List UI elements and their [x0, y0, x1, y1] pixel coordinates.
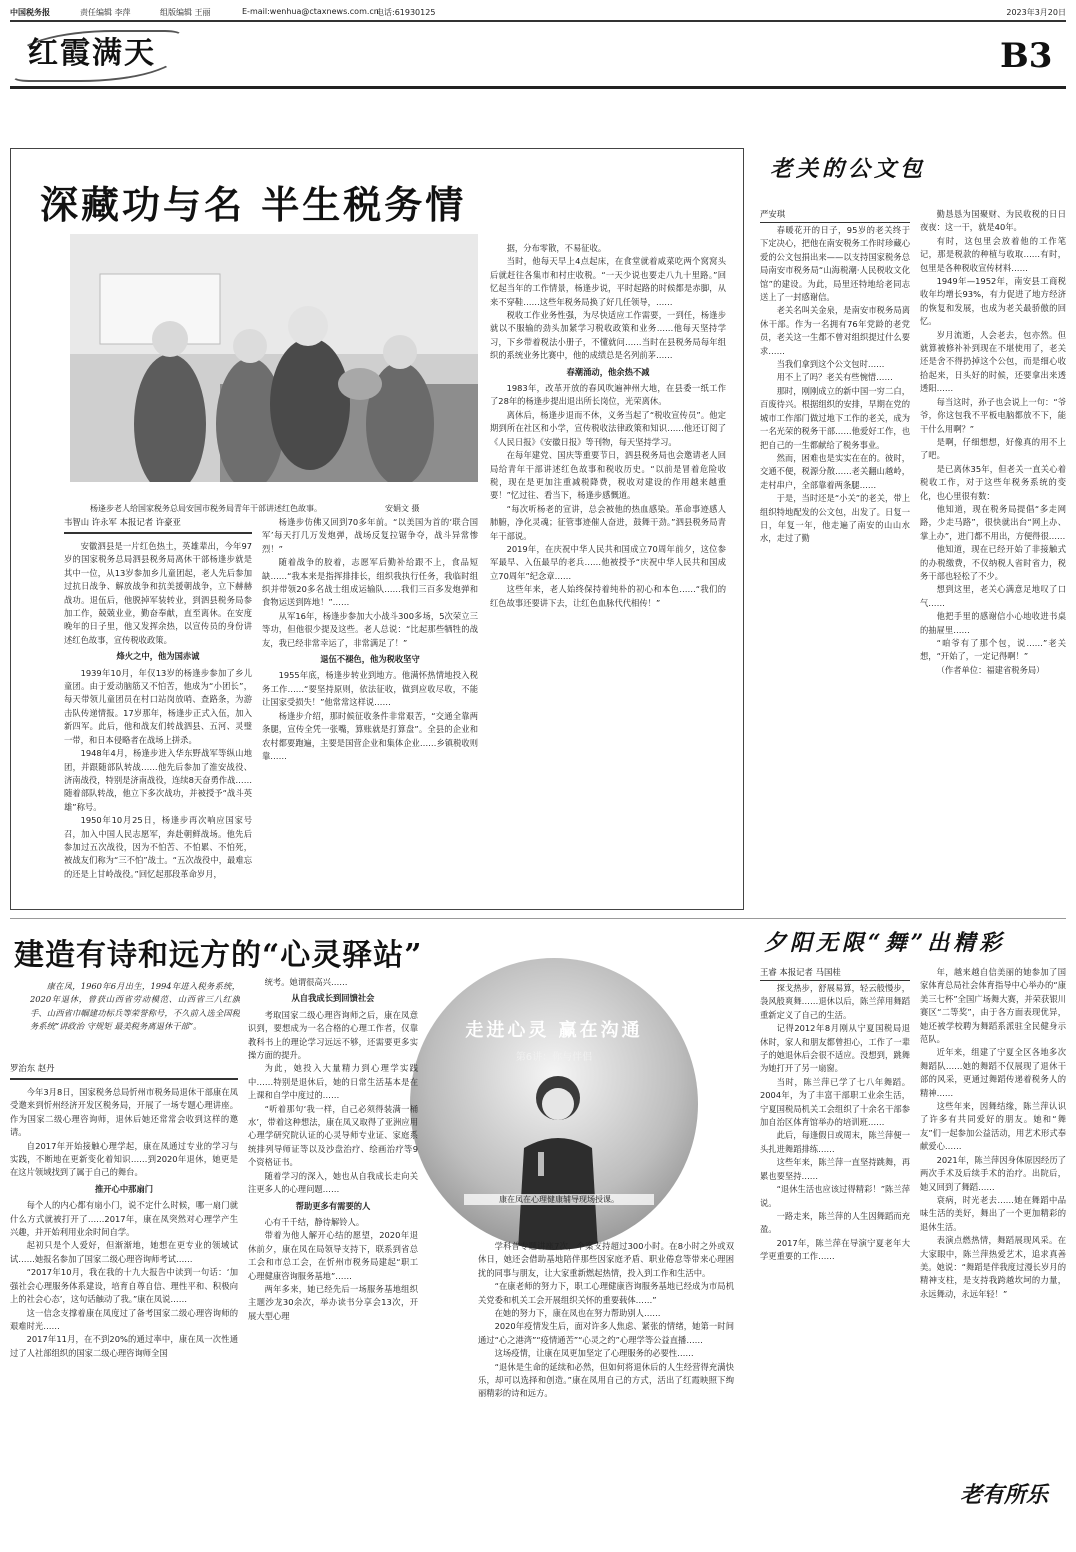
paragraph: 想到这里，老关心满意足地叹了口气……	[920, 584, 1066, 608]
sidebar2-column-2	[920, 966, 1066, 1466]
paragraph: 表演点燃热情，舞蹈展现风采。在大家眼中，陈兰萍热爱艺术，追求真善美。她说：“舞蹈是伴我度过漫长岁月的精神支柱，是支持我跨越坎坷的力量，永远舞动，永远年轻！”	[920, 1235, 1066, 1299]
editor-credit: 责任编辑 李萍	[80, 8, 131, 17]
paragraph: “退休是生命的延续和必然，但如何将退休后的人生经营得充满快乐，却可以选择和创造。”康在凤用自己的方式，活出了红霞映照下绚丽精彩的诗和远方。	[478, 1361, 734, 1399]
paragraph: 1949年—1952年，南安县工商税收年均增长93%，有力促进了地方经济的恢复和发展，也成为老关最骄傲的回忆。	[920, 276, 1066, 327]
paragraph: 这些年来，老人始终保持着纯朴的初心和本色……“我们的红色故事还要讲下去，让红色血脉代代相传！”	[490, 584, 726, 608]
subheading: 烽火之中，他为国赤诚	[116, 651, 200, 662]
paragraph: 1955年底，杨逢步转业到地方。他满怀热情地投入税务工作……“要坚持原则，依法征收，做到应收尽收，不能让国家受损失！”他常常这样说……	[262, 670, 478, 708]
sidebar1-author: 严安琪	[760, 208, 910, 223]
paragraph: 随着学习的深入，她也从自我成长走向关注更多人的心理问题……	[248, 1170, 418, 1195]
paragraph: 勤恳恳为国聚财、为民收税的日日夜夜：这一干，就是40年。	[920, 209, 1066, 233]
article1-photo-caption: 杨逢步老人给国家税务总局安国市税务局青年干部讲述红色故事。	[90, 504, 322, 513]
paragraph: “每次听杨老的宣讲，总会被他的热血感染。革命事迹感人肺腑，净化灵魂；征管事迹催人奋进，鼓舞干劲。”泗县税务局青年干部说。	[490, 503, 726, 541]
paragraph: 2017年，陈兰萍在导演宁夏老年大学更重要的工作……	[760, 1237, 910, 1262]
paragraph: 用不上了吗？老关有些惋惜……	[776, 372, 893, 383]
paragraph: 衰病，时光老去……她在舞蹈中品味生活的美好，舞出了一个更加精彩的退休生活。	[920, 1194, 1066, 1232]
article1-column-2	[262, 516, 478, 900]
issue-date: 2023年3月20日	[1006, 8, 1066, 17]
photo-subtitle-text: 第6讲：你与伴侣	[515, 1052, 593, 1063]
paragraph: 当时，他每天早上4点起床，在食堂就着咸菜吃两个窝窝头后就赶往各集市和村庄收税。“一天少说也要走八九十里路。”回忆起当年的工作情景，杨逢步说，平时起路的时候都是赤脚，从来不穿鞋……这些年税务局换了好几任领导，……	[490, 256, 726, 307]
article1-byline-rule	[64, 532, 252, 534]
paragraph: 考取国家二级心理咨询师之后，康在凤意识到，要想成为一名合格的心理工作者，仅靠教科书上的理论学习远远不够，还需要更多实操方面的提升。	[248, 1009, 418, 1061]
article1-photo	[70, 234, 478, 482]
subheading: 春潮涌动，他余热不减	[566, 366, 650, 377]
paragraph: 此后，每逢假日或周末，陈兰萍便一头扎进舞蹈排练……	[760, 1130, 910, 1154]
paragraph: 这场疫情，让康在凤更加坚定了心理服务的必要性……	[494, 1348, 694, 1359]
paragraph: 然而，困难也是实实在在的。彼时，交通不便，税源分散……老关翻山越岭，走村串户，全部靠着两条腿……	[760, 452, 910, 490]
article2-byline-rule	[10, 1078, 238, 1080]
paragraph: “听着那句‘我一样，自己必须得装满一桶水’，带着这种想法，康在凤又取得了亚洲应用心理学研究院认证的心灵导师专业证、家庭系统排列导师证等以及沙盘治疗、绘画治疗等9个资格证书。	[248, 1103, 418, 1168]
paper-name: 中国税务报	[10, 8, 50, 17]
article1-title: 深藏功与名 半生税务情	[40, 182, 467, 227]
paragraph: 学科普专题讲座7次，个案支持超过300小时。在8小时之外或双休日，她还会借助基地陪伴那些因家庭矛盾、职业倦怠等带来心理困扰的同事与朋友，让大家重新燃起热情，投入到工作和生活中。	[478, 1241, 734, 1278]
article1-photo-credit: 安娟文 摄	[385, 504, 420, 513]
paragraph: 探戈热步，舒展易算，轻云般慢步，袅风般爽舞……退休以后，陈兰萍用舞蹈重新定义了自己的生活。	[760, 983, 910, 1020]
sidebar2-column-1	[760, 982, 910, 1538]
paragraph: 统考。她谓很高兴……	[264, 977, 348, 987]
paragraph: 1948年4月，杨逢步进入华东野战军等纵山地团，并跟随部队转战……他先后参加了淮安战役、济南战役，特别是济南战役，连续8天奋勇作战……随着部队转战，他立下多次战功，并被授予“战斗英雄”称号。	[64, 748, 252, 812]
paragraph: “咱爷有了那个包，说……”老关想，“开始了，一定记得啊！”	[920, 638, 1066, 662]
sidebar2-column-title: 夕阳无限“舞”出精彩	[764, 930, 1006, 956]
paragraph: 是啊，仔细想想，好像真的用不上了吧。	[920, 436, 1066, 461]
paragraph: 他把手里的感谢信小心地收进书桌的抽屉里……	[920, 611, 1066, 635]
paragraph: 杨逢步仿佛又回到70多年前。“以美国为首的‘联合国军’每天打几万发炮弹，战场反复拉锯争夺，战斗异常惨烈！”	[262, 517, 478, 554]
paragraph: （作者单位：福建省税务局）	[936, 664, 1045, 675]
paragraph: 每个人的内心都有扇小门，说不定什么时候，哪一扇门就什么方式就被打开了……2017年，康在凤突然对心理学产生兴趣，并开始利用业余时间自学。	[10, 1200, 238, 1238]
article2-byline: 罗治东 赵丹	[10, 1063, 55, 1073]
subheading: 帮助更多有需要的人	[295, 1200, 371, 1211]
sidebar1-column-title: 老关的公文包	[770, 156, 927, 182]
email-text[interactable]: E-mail:wenhua@ctaxnews.com.cn	[242, 7, 379, 16]
designer-credit: 组版编辑 王丽	[160, 8, 211, 17]
paragraph: “2017年10月，我在我的十九大报告中读到一句话：‘加强社会心理服务体系建设，培育自尊自信、理性平和、积极向上的社会心态’，这句话触动了我。”康在凤说……	[10, 1267, 238, 1305]
paragraph: 于是，当时还是“小关”的老关，带上组织特地配发的公文包，出发了。日复一日，年复一年，他走遍了南安的山山水水，走过了勤	[760, 493, 910, 544]
paragraph: 这一信念支撑着康在凤度过了备考国家二级心理咨询师的艰难时光……	[10, 1307, 238, 1331]
subheading: 从自我成长到回馈社会	[291, 993, 375, 1004]
sidebar1-column-1	[760, 224, 910, 904]
page-number: B3	[1000, 36, 1053, 76]
article2-title: 建造有诗和远方的“心灵驿站”	[14, 938, 423, 973]
paragraph: 有时，这包里会放着他的工作笔记，那是税款的种植与收取……有时，包里是各种税收宣传材料……	[920, 235, 1066, 273]
speaker-figure-illustration	[508, 1068, 608, 1250]
paragraph: 从军16年，杨逢步参加大小战斗300多场，5次荣立三等功，但他很少提及这些。老人总说：“比起那些牺牲的战友，我已经非常幸运了，非常满足了！”	[262, 610, 478, 648]
subheading: 推开心中那扇门	[94, 1183, 154, 1194]
paragraph: 1939年10月，年仅13岁的杨逢步参加了乡儿童团。由于爱动脑筋又不怕苦，他成为“小团长”，每天带领儿童团员在村口站岗放哨、查路条，为游击队传递情报。17岁那年，杨逢步正式入伍，加入新四军。此后，他和战友们转战泗县、五河、灵璧一带，和日本侵略者在战场上拼杀。	[64, 667, 252, 745]
article1-byline: 韦智山 许永军 本报记者 许豪亚	[64, 517, 181, 527]
masthead-rule	[10, 20, 1066, 22]
sidebar2-stamp: 老有所乐	[960, 1482, 1049, 1508]
classroom-scene-illustration	[70, 234, 478, 482]
mid-divider	[10, 918, 1066, 919]
paragraph: 他知道，现在税务局提倡“多走网路，少走马路”，很快就出台“网上办、掌上办”，进门都不用出，方便得很……	[920, 503, 1066, 541]
paragraph: 每当这时，孙子也会说上一句：“爷爷，你这包我不平板电脑都放不下，能干什么用啊？”	[920, 396, 1066, 434]
article2-photo-caption: 康在凤在心理健康辅导现场授课。	[464, 1194, 654, 1205]
paragraph: 1983年，改革开放的春风吹遍神州大地，在县委一纸工作了28年的杨逢步提出退出所长岗位，光荣离休。	[490, 383, 726, 407]
paragraph: 当时，陈兰萍已学了七八年舞蹈。2004年，为了丰富干部职工业余生活，宁夏国税局机关工会组织了十余名干部参加自治区体育馆举办的培训班……	[760, 1076, 910, 1128]
paragraph: 岁月流逝，人会老去，包亦然。但就算被修补补到现在不堪使用了，老关还是舍不得扔掉这个公包，而是细心收拾起来，日头好的时候，还要拿出来透透阳……	[920, 329, 1066, 394]
paragraph: 据，分布零散，不易征收。	[506, 243, 607, 253]
paragraph: 他知道，现在已经开始了非接触式的办税缴费，不仅纳税人省时省力，税务干部也轻松了不少。	[920, 544, 1066, 581]
paragraph: 起初只是个人爱好，但渐渐地，她想在更专业的领域试试……她报名参加了国家二级心理咨询师考试……	[10, 1240, 238, 1264]
paragraph: 为此，她投入大量精力到心理学实践中……特别是退休后，她的日常生活基本是在上课和自学中度过的……	[248, 1063, 418, 1101]
paragraph: 今年3月8日，国家税务总局忻州市税务局退休干部康在凤受邀来到忻州经济开发区税务局，开展了一场专题心理讲座。作为国家二级心理咨询师，退休后她还常常会收到这样的邀请。	[10, 1087, 238, 1138]
paragraph: 随着战争的胶着，志愿军后勤补给跟不上，食品短缺……“我本来是指挥排排长，组织我执行任务，我临时组织并带领20多名战士组成运输队……我们三百多发炮弹和食物运送到阵地！”……	[262, 557, 478, 608]
photo-banner-text: 走进心灵 赢在沟通	[465, 1020, 643, 1041]
paragraph: 春暖花开的日子，95岁的老关终于下定决心，把他在南安税务工作时珍藏心爱的公文包捐出来——以支持国家税务总局南安市税务局“山海税潮·人民税收文化馆”的建设。为此，局里还特地给老同志送上了一封感谢信。	[760, 225, 910, 303]
paragraph: 这些年来，陈兰萍一直坚持跳舞，再累也要坚持……	[760, 1157, 910, 1181]
article2-column-2	[248, 976, 418, 1538]
paragraph: 2017年11月，在不到20%的通过率中，康在凤一次性通过了人社部组织的国家二级心理咨询师全国	[10, 1334, 238, 1358]
article2-column-1	[10, 1086, 238, 1538]
paragraph: 心有千千结，静待解铃人。	[264, 1216, 365, 1227]
paragraph: 离休后，杨逢步退而不休，义务当起了“税收宣传员”。他定期到所在社区和小学，宣传税收法律政策和知识……他还订阅了《人民日报》《安徽日报》等刊物，每天坚持学习。	[490, 409, 726, 447]
paragraph: 杨逢步介绍，那时候征收条件非常艰苦，“交通全靠两条腿，宣传全凭一张嘴，算账就是打算盘”。全县的企业和农村都要跑遍，主要是国营企业和集体企业……乡镇税收则靠……	[262, 710, 478, 761]
paragraph: 一路走来，陈兰萍的人生因舞蹈而充盈。	[760, 1210, 910, 1235]
paragraph: “在康老师的努力下，职工心理健康咨询服务基地已经成为市局机关党委和机关工会开展组织关怀的重要载体……”	[478, 1281, 734, 1305]
article2-intro: 康在凤，1960年6月出生，1994年进入税务系统，2020年退休，曾获山西省劳动模范、山西省三八红旗手、山西省巾帼建功标兵等荣誉称号，不久前入选全国税务系统“讲政治 守规矩 最美税务离退休干部”。	[30, 981, 240, 1032]
paragraph: 安徽泗县是一片红色热土，英雄辈出，今年97岁的国家税务总局泗县税务局离休干部杨逢步就是其中一位，从13岁参加乡儿童团起，老人先后参加过抗日战争、解放战争和抗美援朝战争，立下赫赫战功。退伍后，他脱掉军装转业，到泗县税务局参加工作，兢兢业业，勤奋奉献，直至离休。在安度晚年的日子里，他又发挥余热，以宣传员的身份讲述红色故事，宣传税收政策。	[64, 541, 252, 645]
masthead-bar	[10, 3, 1066, 21]
paragraph: “退休生活也应该过得精彩！”陈兰萍说。	[760, 1184, 910, 1208]
paragraph: 带着为他人解开心结的愿望，2020年退休前夕，康在凤在局领导支持下，联系到省总工会和市总工会，在忻州市税务局建起“职工心理健康咨询服务基地”……	[248, 1230, 418, 1281]
subheading: 退伍不褪色，他为税收坚守	[320, 654, 420, 665]
paragraph: 老关名叫关金泉，是南安市税务局离休干部。作为一名拥有76年党龄的老党员，老关这一生都不曾对组织提过什么要求……	[760, 305, 910, 356]
paragraph: 2020年疫情发生后，面对许多人焦虑、紧张的情绪，她第一时间通过“心之港湾”“疫情通苦”“心灵之约”心理学等公益直播……	[478, 1321, 734, 1345]
paragraph: 当我们拿到这个公文包时……	[776, 359, 885, 370]
phone-text: 电话:61930125	[376, 8, 436, 17]
article2-photo	[410, 958, 698, 1250]
paragraph: 那时，刚刚成立的新中国一穷二白，百废待兴。根据组织的安排，早期在党的城市工作部门做过地下工作的老关，成为一名光荣的税务干部……他爱好工作，也把自己的一生都献给了税务事业。	[760, 385, 910, 450]
paragraph: 年，越来越自信美丽的她参加了国家体育总局社会体育指导中心举办的“康美三七杯”全国广场舞大赛，并荣获银川赛区“二等奖”，由于各方面表现优异，她还被学校聘为舞蹈系派驻全民健身示范队。	[920, 967, 1066, 1045]
paragraph: 自2017年开始接触心理学起，康在凤通过专业的学习与实践，不断地在更新变化着知识……到2020年退休，她更是在这片领域找到了属于自己的舞台。	[10, 1140, 238, 1178]
paragraph: 2019年，在庆祝中华人民共和国成立70周年前夕，这位参军最早、入伍最早的老兵……他被授予“庆祝中华人民共和国成立70周年”纪念章……	[490, 543, 726, 581]
paragraph: 这些年来，因舞结缘，陈兰萍认识了许多有共同爱好的朋友。她和“舞友”们一起参加公益活动，用艺术形式奉献爱心……	[920, 1101, 1066, 1152]
paragraph: 1950年10月25日，杨逢步再次响应国家号召，加入中国人民志愿军，奔赴朝鲜战场。他先后参加过五次战役，因为不怕苦、不怕累、不怕死，被战友们称为“三不怕”战士。“五次战役中，最难忘的还是上甘岭战役。”回忆起那段革命岁月，	[64, 815, 252, 879]
paragraph: 记得2012年8月刚从宁夏国税局退休时，家人和朋友都曾担心，工作了一辈子的她退休后会很不适应。没想到，跳舞为她打开了另一扇窗。	[760, 1023, 910, 1074]
paragraph: 税收工作业务性强，为尽快适应工作需要，一到任，杨逢步就以不服输的劲头加紧学习税收政策和业务……他每天坚持学习，下乡带着税法小册子，不懂就问……当时在县税务局每年组织的系统业务比赛中，他的成绩总是名列前茅……	[490, 310, 726, 361]
paragraph: 近年来，组建了宁夏全区各地多次舞蹈队……她的舞蹈不仅展现了退休干部的风采，更通过舞蹈传递着税务人的精神……	[920, 1047, 1066, 1098]
article2-column-3	[478, 1240, 734, 1538]
header-rule	[10, 86, 1066, 89]
paragraph: 在每年建党、国庆等重要节日，泗县税务局也会邀请老人回局给青年干部讲述红色故事和税收历史。“以前是冒着危险收税，现在是更加注重减税降费，税收对建设的作用越来越重要！”忆过往、看当下，杨逢步感慨道。	[490, 450, 726, 501]
article2-intro-box	[30, 980, 240, 1058]
section-title: 红霞满天	[28, 36, 156, 71]
article1-column-1	[64, 540, 252, 900]
paragraph: 2021年，陈兰萍因身体原因经历了两次手术及后续手术的治疗。出院后，她又回到了舞蹈……	[920, 1154, 1066, 1192]
sidebar1-column-2	[920, 208, 1066, 904]
sidebar2-byline: 王睿 本报记者 马国桂	[760, 966, 910, 981]
article1-column-3	[490, 242, 726, 900]
paragraph: 是已离休35年，但老关一直关心着税收工作，对于这些年税务系统的变化，也心里很有数：	[920, 463, 1066, 501]
paragraph: 在她的努力下，康在凤也在努力帮助别人……	[494, 1308, 661, 1319]
paragraph: 两年多来，她已经先后一场服务基地组织主题沙龙30余次，举办读书分享会13次，开展大型心理	[248, 1283, 418, 1321]
